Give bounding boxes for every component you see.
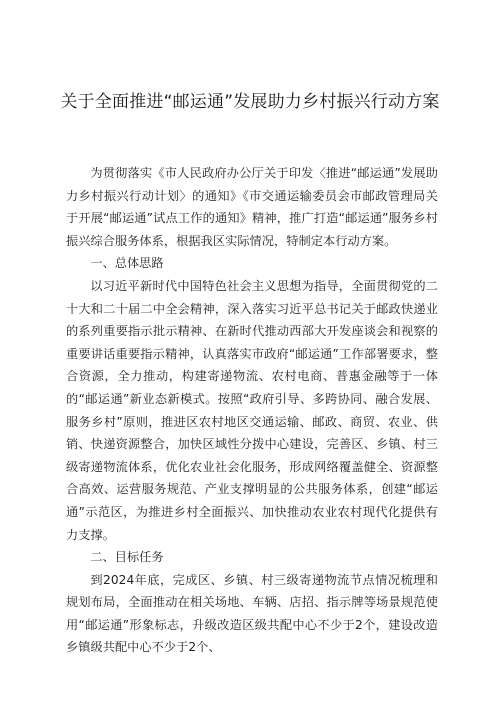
section-heading-goals-tasks: 二、目标任务	[90, 550, 164, 565]
section-paragraph-goals-tasks: 到2024年底，完成区、乡镇、村三级寄递物流节点情况梳理和规划布局，全面推动在相关场地、车辆、店招、指示牌等场景规范使用“邮运通”形象标志，升级改造区级共配中心不少于2个，建设改造乡镇级共配中心不少于2个、	[66, 572, 438, 655]
intro-paragraph: 为贯彻落实《市人民政府办公厅关于印发〈推进“邮运通”发展助力乡村振兴行动计划〉的通知》《市交通运输委员会市邮政管理局关于开展“邮运通”试点工作的通知》精神，推广打造“邮运通”服务乡村振兴综合服务体系，根据我区实际情况，特制定本行动方案。	[66, 166, 438, 248]
section-heading-overall-approach: 一、总体思路	[90, 256, 164, 271]
document-body	[66, 162, 438, 659]
section-paragraph-overall-approach: 以习近平新时代中国特色社会主义思想为指导，全面贯彻党的二十大和二十届二中全会精神，深入落实习近平总书记关于邮政快递业的系列重要指示批示精神、在新时代推动西部大开发座谈会和视察的重要讲话重要指示精神，认真落实市政府“邮运通”工作部署要求，整合资源，全力推动，构建寄递物流、农村电商、普惠金融等于一体的“邮运通”新业态新模式。按照“政府引导、多跨协同、融合发展、服务乡村”原则，推进区农村地区交通运输、邮政、商贸、农业、供销、快递资源整合，加快区域性分拨中心建设，完善区、乡镇、村三级寄递物流体系，优化农业社会化服务，形成网络覆盖健全、资源整合高效、运营服务规范、产业支撑明显的公共服务体系，创建“邮运通”示范区，为推进乡村全面振兴、加快推动农业农村现代化提供有力支撑。	[66, 278, 438, 542]
document-title: 关于全面推进“邮运通”发展助力乡村振兴行动方案	[60, 92, 440, 112]
